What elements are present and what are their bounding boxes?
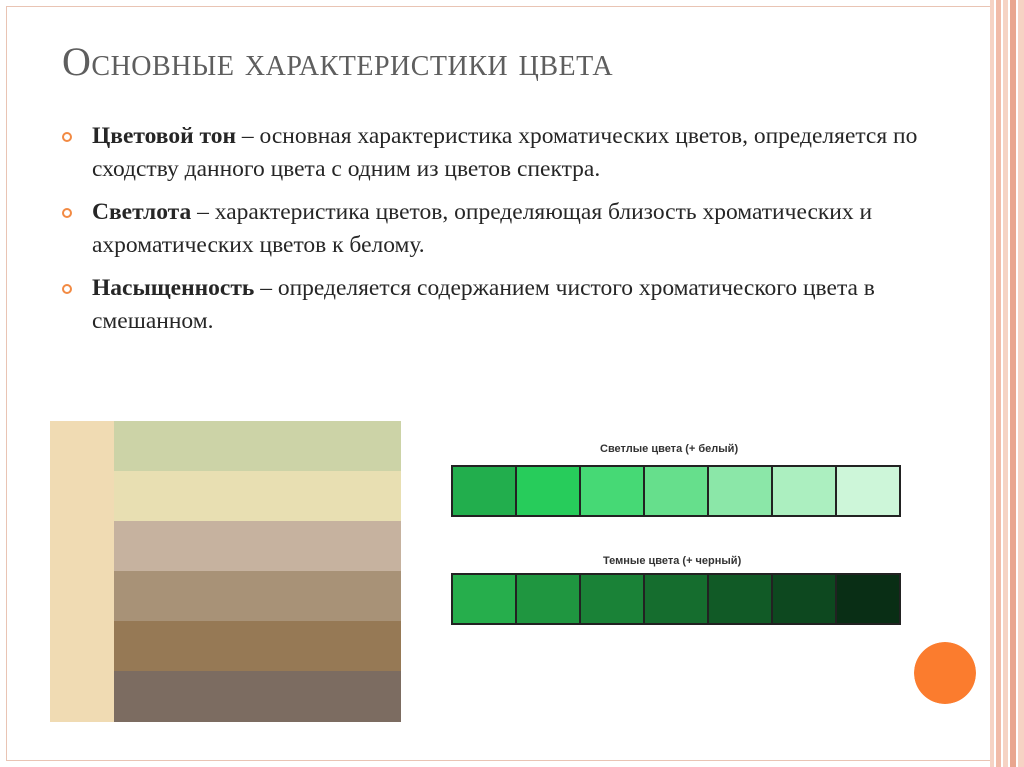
- light-color-scale: [451, 465, 901, 517]
- light-scale-cell: [773, 467, 837, 515]
- beige-swatch-image: [50, 421, 401, 722]
- light-scale-label: Светлые цвета (+ белый): [600, 443, 739, 455]
- light-scale-cell: [837, 467, 899, 515]
- ring-bullet-icon: [62, 208, 72, 218]
- light-scale-cell: [709, 467, 773, 515]
- stripe: [1003, 0, 1008, 767]
- light-scale-cell: [581, 467, 645, 515]
- dark-scale-cell: [773, 575, 837, 623]
- dark-scale-cell: [709, 575, 773, 623]
- stripe: [1018, 0, 1024, 767]
- dark-scale-cell: [645, 575, 709, 623]
- light-scale-cell: [645, 467, 709, 515]
- swatch-band: [114, 471, 401, 521]
- dark-scale-label: Темные цвета (+ черный): [603, 555, 742, 567]
- dark-scale-cell: [517, 575, 581, 623]
- bullet-text: – определяется содержанием чистого хроматического цвета в смешанном.: [92, 275, 875, 334]
- stripe: [996, 0, 1001, 767]
- stripe: [1010, 0, 1016, 767]
- stripe: [990, 0, 994, 767]
- dark-scale-cell: [837, 575, 899, 623]
- bullet-item-lightness: [62, 196, 942, 262]
- bullet-item-hue: [62, 120, 942, 186]
- dark-scale-cell: [453, 575, 517, 623]
- ring-bullet-icon: [62, 284, 72, 294]
- swatch-left-strip: [50, 421, 114, 722]
- bullet-list: [62, 120, 942, 348]
- swatch-band: [114, 421, 401, 471]
- light-scale-cell: [453, 467, 517, 515]
- light-scale-cell: [517, 467, 581, 515]
- swatch-band: [114, 571, 401, 621]
- bullet-text: – характеристика цветов, определяющая близость хроматических и ахроматических цветов к белому.: [92, 199, 873, 258]
- swatch-band: [114, 621, 401, 671]
- bullet-term: Цветовой тон: [92, 123, 237, 149]
- slide-title: Основные характеристики цвета: [62, 39, 614, 84]
- decorative-stripes: [990, 0, 1024, 767]
- dark-color-scale: [451, 573, 901, 625]
- bullet-item-saturation: [62, 272, 942, 338]
- swatch-band: [114, 521, 401, 571]
- bullet-term: Светлота: [92, 199, 192, 225]
- bullet-text: – основная характеристика хроматических цветов, определяется по сходству данного цвета с одним из цветов спектра.: [92, 123, 918, 182]
- decorative-circle-ring: [913, 641, 977, 705]
- swatch-band: [114, 671, 401, 722]
- dark-scale-cell: [581, 575, 645, 623]
- ring-bullet-icon: [62, 132, 72, 142]
- bullet-term: Насыщенность: [92, 275, 255, 301]
